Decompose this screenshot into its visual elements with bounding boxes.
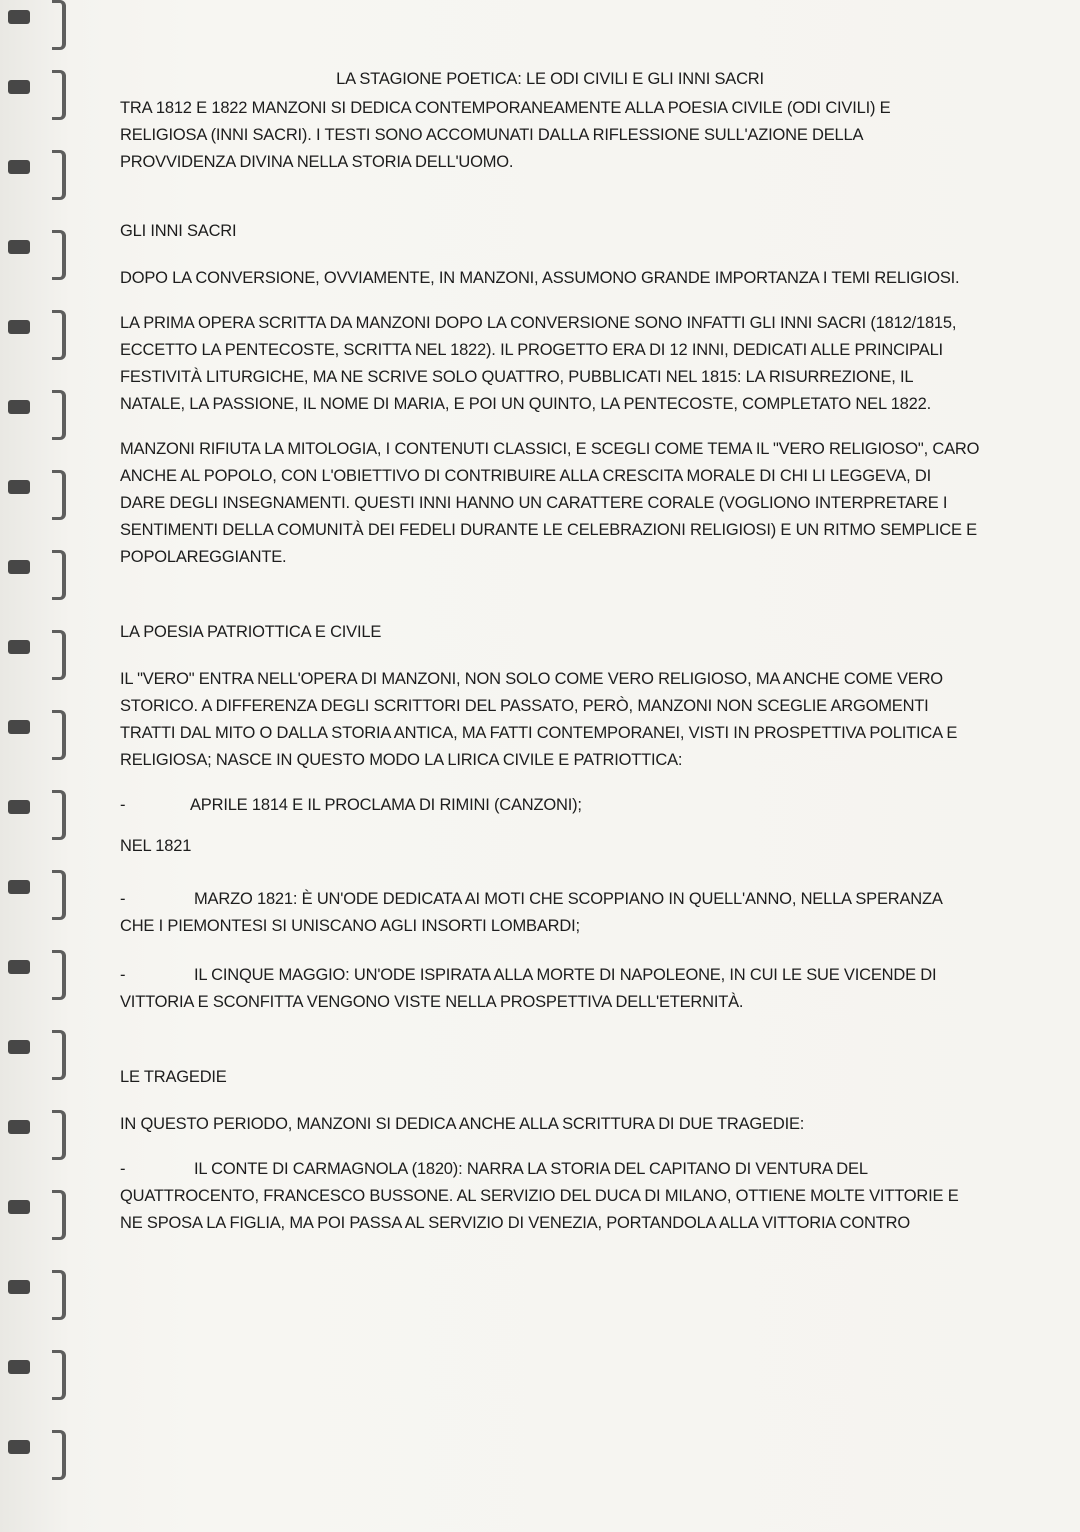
list-item-text: MARZO 1821: È UN'ODE DEDICATA AI MOTI CHE SCOPPIANO IN QUELL'ANNO, NELLA SPERANZA CHE I PIEMONTESI SI UNISCANO AGLI INSORTI LOMBARDI; <box>120 890 942 935</box>
binding-ring <box>8 1270 70 1314</box>
binding-ring <box>8 1030 70 1074</box>
list-item-text: APRILE 1814 E IL PROCLAMA DI RIMINI (CANZONI); <box>190 796 582 814</box>
binding-ring <box>8 1190 70 1234</box>
document-body <box>120 66 980 1259</box>
binding-ring <box>8 390 70 434</box>
binding-ring <box>8 950 70 994</box>
bullet-dash: - <box>120 966 126 984</box>
binding-ring <box>8 0 70 44</box>
section-heading-inni-sacri: GLI INNI SACRI <box>120 222 237 240</box>
section-heading-poesia-patriottica: LA POESIA PATRIOTTICA E CIVILE <box>120 623 382 641</box>
binding-ring <box>8 70 70 114</box>
binding-ring <box>8 470 70 514</box>
binding-ring <box>8 870 70 914</box>
binding-ring <box>8 630 70 674</box>
page-title: LA STAGIONE POETICA: LE ODI CIVILI E GLI INNI SACRI <box>336 70 764 88</box>
list-item <box>120 962 980 1016</box>
paragraph: DOPO LA CONVERSIONE, OVVIAMENTE, IN MANZONI, ASSUMONO GRANDE IMPORTANZA I TEMI RELIGIOSI. <box>120 269 960 287</box>
bullet-dash: - <box>120 1160 126 1178</box>
list-item <box>120 886 980 940</box>
binding-ring <box>8 550 70 594</box>
intro-paragraph: TRA 1812 E 1822 MANZONI SI DEDICA CONTEMPORANEAMENTE ALLA POESIA CIVILE (ODI CIVILI) E RELIGIOSA (INNI SACRI). I TESTI SONO ACCOMUNATI DALLA RIFLESSIONE SULL'AZIONE DELLA PROVVIDENZA DIVINA NELLA STORIA DELL'UOMO. <box>120 99 891 171</box>
binding-ring <box>8 790 70 834</box>
paragraph: IN QUESTO PERIODO, MANZONI SI DEDICA ANCHE ALLA SCRITTURA DI DUE TRAGEDIE: <box>120 1115 805 1133</box>
paragraph: IL "VERO" ENTRA NELL'OPERA DI MANZONI, NON SOLO COME VERO RELIGIOSO, MA ANCHE COME VERO STORICO. A DIFFERENZA DEGLI SCRITTORI DEL PASSATO, PERÒ, MANZONI NON SCEGLIE ARGOMENTI TRATTI DAL MITO O DALLA STORIA ANTICA, MA FATTI CONTEMPORANEI, VISTI IN PROSPETTIVA POLITICA E RELIGIOSA; NASCE IN QUESTO MODO LA LIRICA CIVILE E PATRIOTTICA: <box>120 670 958 769</box>
bullet-dash: - <box>120 796 126 814</box>
subheading-nel-1821: NEL 1821 <box>120 837 192 855</box>
paragraph: MANZONI RIFIUTA LA MITOLOGIA, I CONTENUTI CLASSICI, E SCEGLI COME TEMA IL "VERO RELIGIOSO", CARO ANCHE AL POPOLO, CON L'OBIETTIVO DI CONTRIBUIRE ALLA CRESCITA MORALE DI CHI LI LEGGEVA, DI DARE DEGLI INSEGNAMENTI. QUESTI INNI HANNO UN CARATTERE CORALE (VOGLIONO INTERPRETARE I SENTIMENTI DELLA COMUNITÀ DEI FEDELI DURANTE LE CELEBRAZIONI RELIGIOSI) E UN RITMO SEMPLICE E POPOLAREGGIANTE. <box>120 440 980 566</box>
binding-ring <box>8 230 70 274</box>
list-item <box>120 792 980 819</box>
binding-ring <box>8 710 70 754</box>
spiral-binding <box>0 0 80 1532</box>
binding-ring <box>8 310 70 354</box>
binding-ring <box>8 1430 70 1474</box>
binding-ring <box>8 1110 70 1154</box>
binding-ring <box>8 1350 70 1394</box>
section-heading-tragedie: LE TRAGEDIE <box>120 1068 227 1086</box>
list-item-text: IL CINQUE MAGGIO: UN'ODE ISPIRATA ALLA MORTE DI NAPOLEONE, IN CUI LE SUE VICENDE DI VITTORIA E SCONFITTA VENGONO VISTE NELLA PROSPETTIVA DELL'ETERNITÀ. <box>120 966 937 1011</box>
list-item-text: IL CONTE DI CARMAGNOLA (1820): NARRA LA STORIA DEL CAPITANO DI VENTURA DEL QUATTROCENTO, FRANCESCO BUSSONE. AL SERVIZIO DEL DUCA DI MILANO, OTTIENE MOLTE VITTORIE E NE SPOSA LA FIGLIA, MA POI PASSA AL SERVIZIO DI VENEZIA, PORTANDOLA ALLA VITTORIA CONTRO <box>120 1160 959 1232</box>
binding-ring <box>8 150 70 194</box>
bullet-dash: - <box>120 890 126 908</box>
paragraph: LA PRIMA OPERA SCRITTA DA MANZONI DOPO LA CONVERSIONE SONO INFATTI GLI INNI SACRI (1812/1815, ECCETTO LA PENTECOSTE, SCRITTA NEL 1822). IL PROGETTO ERA DI 12 INNI, DEDICATI ALLE PRINCIPALI FESTIVITÀ LITURGICHE, MA NE SCRIVE SOLO QUATTRO, PUBBLICATI NEL 1815: LA RISURREZIONE, IL NATALE, LA PASSIONE, IL NOME DI MARIA, E POI UN QUINTO, LA PENTECOSTE, COMPLETATO NEL 1822. <box>120 314 957 413</box>
list-item <box>120 1156 980 1237</box>
